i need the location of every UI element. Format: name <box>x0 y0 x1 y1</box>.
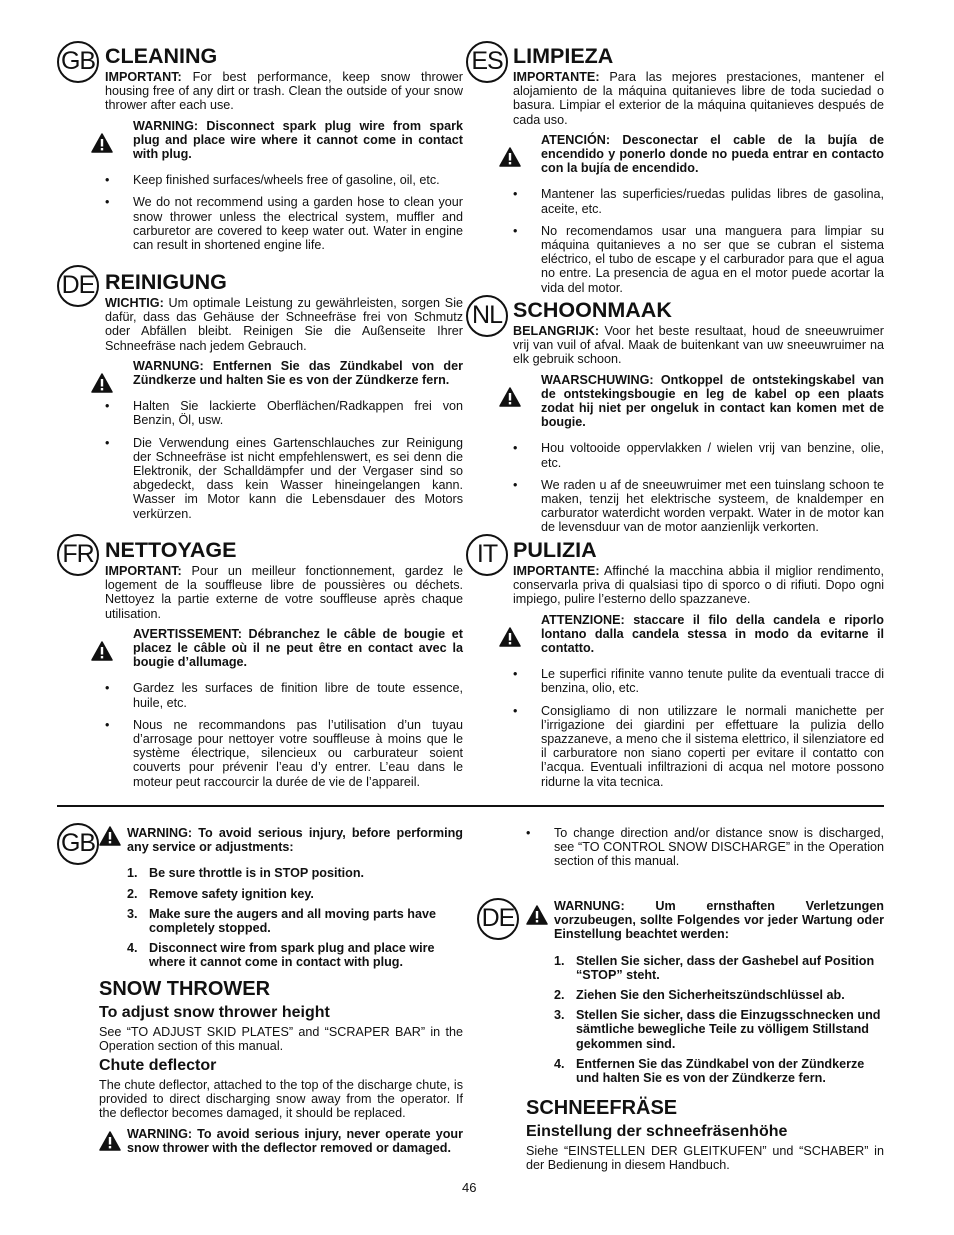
warning-block: ATTENZIONE: staccare il filo della candela e riporlo lontano dalla candela stessa in modo da evitarne il contatto. <box>513 613 884 656</box>
page-number: 46 <box>462 1180 477 1195</box>
warning-triangle-icon <box>499 147 521 167</box>
list-item: • We do not recommend using a garden hose to clean your snow thrower unless the electrical system, muffler and carburetor are covered to keep water out. Water in engine can result in shortened engine life. <box>105 195 463 253</box>
list-item: • Consigliamo di non utilizzare le normali manichette per l’irrigazione dei giardini per effettuare la pulizia dello spazzaneve, a meno che il sistema elettrico, il silenziatore ed il carburatore non siano coperti per evitare il contatto con l’acqua. Eventuali infiltrazioni di acqua nel motore possono ridurne la vita tecnica. <box>513 703 884 789</box>
section-it-pulizia <box>513 538 884 797</box>
list-item: • No recomendamos usar una manguera para limpiar su máquina quitanieves a no ser que se cubran el sistema eléctrico, el tubo de escape y el carburador para que el agua no entre. La presencia de agua en el motor puede acortar la vida del motor. <box>513 223 884 295</box>
bullet-list <box>513 667 884 789</box>
section-title: NETTOYAGE <box>105 538 237 562</box>
lang-badge-gb: GB <box>57 41 99 83</box>
warning-block: WARNING: To avoid serious injury, before performing any service or adjustments: <box>99 826 463 854</box>
warning-block: WAARSCHUWING: Ontkoppel de ontstekingskabel van de ontstekingsbougie en leg de kabel op een plaats zodat hij niet per ongeluk in contact kan komen met de bougie. <box>513 373 884 430</box>
list-item: • We raden u af de sneeuwruimer met een tuinslang schoon te maken, tenzij het elektrische systeem, de knaldemper en carburator waterdicht worden verpakt. Water in de motor kan de levensduur van de motor aanzienlijk verkorten. <box>513 477 884 535</box>
section-gb-discharge-note <box>526 826 884 877</box>
list-item: • Gardez les surfaces de finition libre de toute essence, huile, etc. <box>105 681 463 710</box>
section-title: REINIGUNG <box>105 270 227 294</box>
warning-block: AVERTISSEMENT: Débranchez le câble de bougie et placez le câble où il ne peut être en contact avec la bougie d’allumage. <box>105 627 463 670</box>
section-es-limpieza <box>513 44 884 303</box>
important-note: IMPORTANTE: Affinché la macchina abbia il miglior rendimento, conservarla priva di qualsiasi tipo di sporco o di rifiuti. Dopo ogni impiego, pulire l’esterno dello spazzaneve. <box>513 564 884 607</box>
lang-badge-es: ES <box>466 41 508 83</box>
section-title: PULIZIA <box>513 538 597 562</box>
section-nl-schoonmaak <box>513 298 884 543</box>
bullet-list <box>526 826 884 869</box>
section-divider <box>57 805 884 807</box>
warning-triangle-icon <box>499 627 521 647</box>
section-gb-snow-thrower <box>99 826 463 1167</box>
lang-badge-it: IT <box>466 534 508 576</box>
warning-triangle-icon <box>91 641 113 661</box>
list-item: 1. Be sure throttle is in STOP position. <box>127 866 365 881</box>
lang-badge-de: DE <box>57 265 99 307</box>
warning-block: WARNUNG: Entfernen Sie das Zündkabel von der Zündkerze und halten Sie es von der Zündkerze fern. <box>105 359 463 387</box>
list-item: 4. Entfernen Sie das Zündkabel von der Zündkerze und halten Sie es von der Zündkerze fern. <box>554 1056 865 1086</box>
bullet-list <box>105 399 463 521</box>
list-item: • Le superfici rifinite vanno tenute pulite da eventuali tracce di benzina, olio, etc. <box>513 667 884 696</box>
warning-triangle-icon <box>99 1131 121 1151</box>
subheading: Chute deflector <box>99 1057 217 1075</box>
list-item: 1. Stellen Sie sicher, dass der Gashebel auf Position “STOP” steht. <box>554 953 875 982</box>
warning-triangle-icon <box>91 133 113 153</box>
list-item: • Keep finished surfaces/wheels free of gasoline, oil, etc. <box>105 173 440 188</box>
warning-triangle-icon <box>91 373 113 393</box>
warning-block: WARNING: To avoid serious injury, never operate your snow thrower with the deflector removed or damaged. <box>99 1127 463 1155</box>
list-item: • Nous ne recommandons pas l’utilisation d’un tuyau d’arrosage pour nettoyer votre souffleuse à moins que le système électrique, silencieux ou carburateur soient couverts pour prévenir l’eau d’y entrer. L’eau dans le moteur peut raccourcir la durée de vie de l’appareil. <box>105 717 463 789</box>
important-note: IMPORTANTE: Para las mejores prestaciones, mantener el alojamiento de la máquina quitanieves libre de toda suciedad o basura. Limpiar el exterior de la máquina quitanieves después de cada uso. <box>513 70 884 127</box>
important-note: IMPORTANT: For best performance, keep snow thrower housing free of any dirt or trash. Clean the outside of your snow thrower after each use. <box>105 70 463 113</box>
lang-badge-nl: NL <box>466 295 508 337</box>
bullet-list <box>513 187 884 294</box>
lang-badge-gb-lower: GB <box>57 823 99 865</box>
section-title: LIMPIEZA <box>513 44 614 68</box>
lang-badge-de-lower: DE <box>477 898 519 940</box>
important-note: IMPORTANT: Pour un meilleur fonctionnement, gardez le logement de la souffleuse libre de poussières ou déchets. Nettoyez la partie externe de votre souffleuse après chaque utilisation. <box>105 564 463 621</box>
section-fr-nettoyage <box>105 538 463 797</box>
warning-block: WARNUNG: Um ernsthaften Verletzungen vorzubeugen, sollte Folgendes vor jeder Wartung oder Einstellung beachtet werden: <box>526 899 884 942</box>
list-item: • Hou voltooide oppervlakken / wielen vrij van benzine, olie, etc. <box>513 441 884 470</box>
warning-block: WARNING: Disconnect spark plug wire from spark plug and place wire where it cannot come in contact with plug. <box>105 119 463 162</box>
steps-list <box>127 866 463 969</box>
list-item: 3. Stellen Sie sicher, dass die Einzugsschnecken und sämtliche bewegliche Teile zu völligem Stillstand gekommen sind. <box>554 1008 881 1051</box>
warning-block: ATENCIÓN: Desconectar el cable de la bujía de encendido y ponerlo donde no pueda entrar en contacto con la bujía de encendido. <box>513 133 884 176</box>
paragraph: Siehe “EINSTELLEN DER GLEITKUFEN” und “SCHABER” in der Bedienung in diesem Handbuch. <box>526 1144 884 1173</box>
important-note: BELANGRIJK: Voor het beste resultaat, houd de sneeuwruimer vrij van vuil of afval. Maak de buitenkant van uw sneeuwruimer na elk gebruik schoon. <box>513 324 884 367</box>
section-title: CLEANING <box>105 44 218 68</box>
warning-triangle-icon <box>526 905 548 925</box>
lang-badge-fr: FR <box>57 534 99 576</box>
list-item: 2. Ziehen Sie den Sicherheitszündschlüssel ab. <box>554 988 845 1003</box>
bullet-list <box>105 173 463 252</box>
paragraph: The chute deflector, attached to the top of the discharge chute, is provided to direct discharging snow away from the operator. If the deflector becomes damaged, it should be replaced. <box>99 1078 463 1121</box>
section-heading: SNOW THROWER <box>99 977 271 1000</box>
bullet-list <box>105 681 463 788</box>
paragraph: See “TO ADJUST SKID PLATES” and “SCRAPER BAR” in the Operation section of this manual. <box>99 1024 463 1053</box>
list-item: • To change direction and/or distance snow is discharged, see “TO CONTROL SNOW DISCHARGE” in the Operation section of this manual. <box>526 826 884 869</box>
section-gb-cleaning <box>105 44 463 260</box>
subheading: To adjust snow thrower height <box>99 1003 330 1021</box>
important-note: WICHTIG: Um optimale Leistung zu gewährleisten, sorgen Sie dafür, dass das Gehäuse der Schneefräse frei von Schmutz oder Abfällen bleibt. Reinigen Sie die Außenseite Ihrer Schneefräse nach jedem Gebrauch. <box>105 296 463 353</box>
section-de-schneefraese <box>526 899 884 1177</box>
steps-list <box>554 954 884 1086</box>
list-item: 2. Remove safety ignition key. <box>127 886 314 901</box>
list-item: • Die Verwendung eines Gartenschlauches zur Reinigung der Schneefräse ist nicht empfehlenswert, es sei denn die Elektronik, der Schalldämpfer und der Vergaser sind so abgedeckt, dass kein Wasser hineingelangen kann. Wasser im Motor kann die Lebensdauer des Motors verkürzen. <box>105 435 463 521</box>
section-title: SCHOONMAAK <box>513 298 672 322</box>
bullet-list <box>513 441 884 534</box>
list-item: 4. Disconnect wire from spark plug and place wire where it cannot come in contact with plug. <box>127 941 435 970</box>
warning-triangle-icon <box>99 826 121 846</box>
section-heading: SCHNEEFRÄSE <box>526 1097 678 1120</box>
subheading: Einstellung der schneefräsenhöhe <box>526 1123 788 1141</box>
warning-triangle-icon <box>499 387 521 407</box>
section-de-reinigung <box>105 270 463 529</box>
list-item: 3. Make sure the augers and all moving parts have completely stopped. <box>127 906 436 936</box>
list-item: • Halten Sie lackierte Oberflächen/Radkappen frei von Benzin, Öl, usw. <box>105 399 463 428</box>
list-item: • Mantener las superficies/ruedas pulidas libres de gasolina, aceite, etc. <box>513 187 884 216</box>
